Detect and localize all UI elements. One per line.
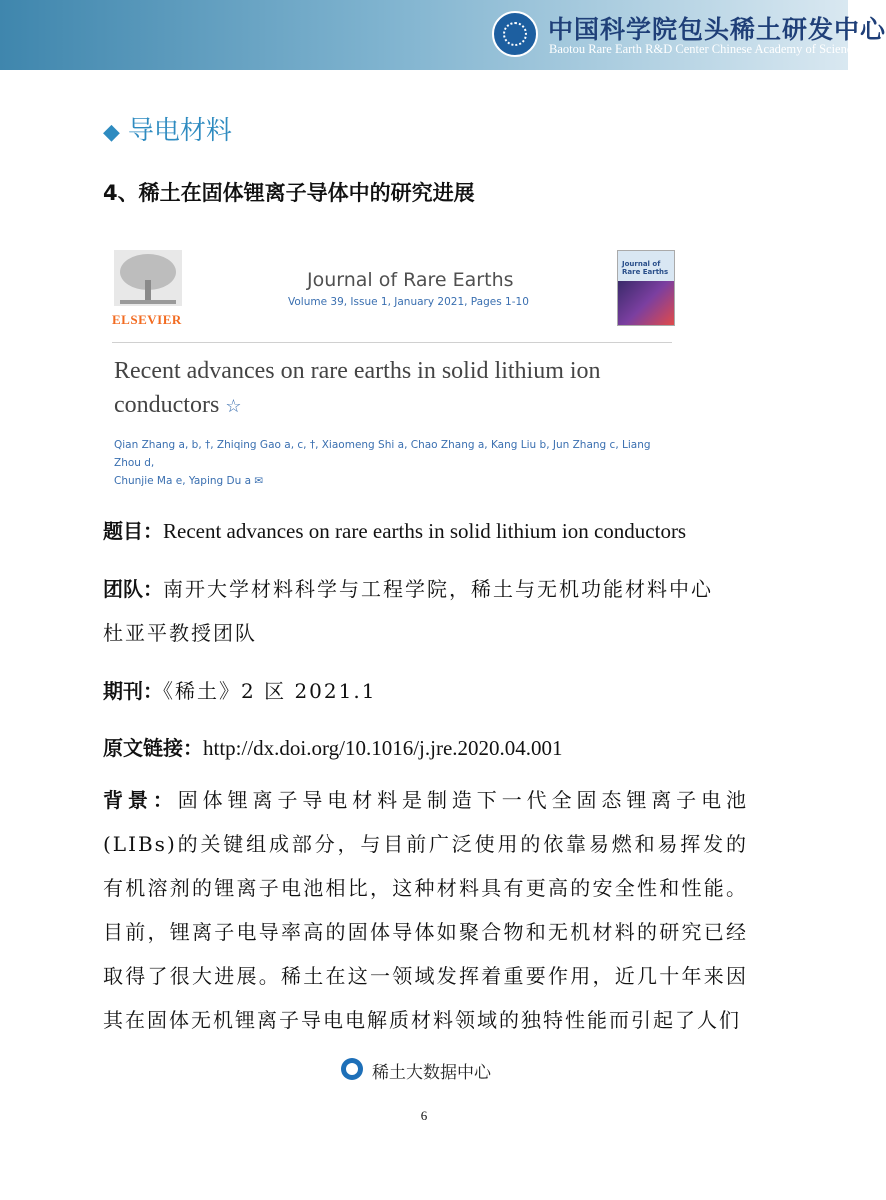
org-name-cn: 中国科学院包头稀土研发中心 — [548, 15, 886, 44]
footer-text: 稀土大数据中心 — [372, 1063, 491, 1083]
authors-line-1: Qian Zhang a, b, †, Zhiqing Gao a, c, †, Xiaomeng Shi a, Chao Zhang a, Kang Liu b, Jun Zhang c, Liang Zhou d, — [114, 439, 651, 469]
big-data-logo-icon — [341, 1058, 363, 1080]
cas-logo-icon — [492, 11, 538, 57]
journal-label: 期刊： — [103, 679, 163, 703]
link-value[interactable]: http://dx.doi.org/10.1016/j.jre.2020.04.001 — [203, 736, 563, 760]
paper-title — [114, 354, 674, 423]
journal-cover-icon — [617, 250, 675, 326]
team-field — [103, 573, 713, 602]
link-label: 原文链接： — [103, 736, 203, 760]
paper-screenshot — [112, 246, 684, 487]
journal-name: Journal of Rare Earths — [307, 269, 514, 291]
team-value-2: 杜亚平教授团队 — [103, 621, 257, 645]
team-label: 团队： — [103, 577, 163, 601]
team-field-line-2 — [103, 617, 257, 646]
section-title-text: 导电材料 — [127, 116, 232, 146]
org-name-en: Baotou Rare Earth R&D Center Chinese Academy of Sciences — [549, 42, 863, 56]
paper-authors — [114, 436, 674, 490]
page-header — [0, 0, 886, 70]
link-field — [103, 732, 563, 761]
background-label: 背景： — [103, 788, 178, 812]
elsevier-tree-icon — [114, 250, 182, 306]
background-paragraph — [103, 778, 748, 1042]
publisher-name: ELSEVIER — [112, 312, 182, 327]
page-number: 6 — [420, 1108, 428, 1123]
journal-value: 《稀土》2 区 2021.1 — [163, 679, 377, 703]
journal-field — [103, 675, 376, 704]
team-value: 南开大学材料科学与工程学院，稀土与无机功能材料中心 — [163, 577, 713, 601]
title-value: Recent advances on rare earths in solid lithium ion conductors — [163, 519, 687, 543]
divider — [112, 342, 672, 343]
section-title — [103, 110, 232, 147]
background-value: 固体锂离子导电材料是制造下一代全固态锂离子电池(LIBs)的关键组成部分，与目前广泛使用的依靠易燃和易挥发的有机溶剂的锂离子电池相比，这种材料具有更高的安全性和性能。目前，锂离子电导率高的固体导体如聚合物和无机材料的研究已经取得了很大进展。稀土在这一领域发挥着重要作用，近几十年来因其在固体无机锂离子导电电解质材料领域的独特性能而引起了人们 — [103, 788, 749, 1032]
article-heading: 4、稀土在固体锂离子导体中的研究进展 — [103, 181, 475, 205]
authors-line-2: Chunjie Ma e, Yaping Du a ✉ — [114, 475, 264, 487]
paper-title-text: Recent advances on rare earths in solid lithium ion conductors — [114, 358, 601, 418]
cover-title: Journal of Rare Earths — [622, 260, 669, 276]
title-field — [103, 515, 686, 544]
diamond-icon: ◆ — [103, 120, 120, 145]
title-label: 题目： — [103, 519, 163, 543]
star-icon: ☆ — [225, 396, 242, 416]
journal-volume: Volume 39, Issue 1, January 2021, Pages 1-10 — [288, 296, 529, 308]
